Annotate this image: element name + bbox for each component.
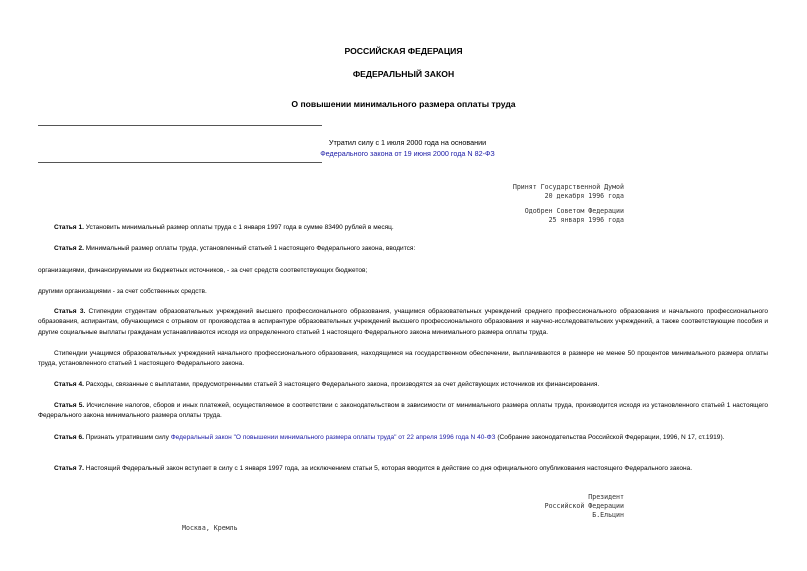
article-2-item-2: другими организациями - за счет собственных средств. <box>38 288 207 295</box>
repealed-law-link[interactable]: Федеральный закон "О повышении минимального размера оплаты труда" от 22 апреля 1996 года N 40-ФЗ <box>170 434 496 441</box>
signing-place: Москва, Кремль <box>182 524 238 532</box>
article-7 <box>38 464 768 474</box>
article-4 <box>38 380 768 390</box>
duma-adoption-date: 20 декабря 1996 года <box>544 191 624 200</box>
article-5 <box>38 401 768 422</box>
article-1-text: Установить минимальный размер оплаты труда с 1 января 1997 года в сумме 83490 рублей в месяц. <box>83 224 394 231</box>
doc-type-heading: ФЕДЕРАЛЬНЫЙ ЗАКОН <box>352 69 455 79</box>
country-heading: РОССИЙСКАЯ ФЕДЕРАЦИЯ <box>344 46 463 56</box>
article-6 <box>38 433 768 443</box>
article-7-label: Статья 7. <box>54 465 84 472</box>
repeal-notice <box>230 137 585 159</box>
signature-name: Б.Ельцин <box>592 511 624 520</box>
article-2-item-1: организациями, финансируемыми из бюджетных источников, - за счет средств соответствующих бюджетов; <box>38 267 368 274</box>
article-1 <box>38 223 768 233</box>
article-6-text-pre: Признать утратившим силу <box>83 434 171 441</box>
law-title: О повышении минимального размера оплаты труда <box>291 99 516 109</box>
article-6-text-post: (Собрание законодательства Российской Федерации, 1996, N 17, ст.1919). <box>495 434 725 441</box>
article-3 <box>38 307 768 338</box>
article-4-text: Расходы, связанные с выплатами, предусмотренными статьей 3 настоящего Федерального закона, производятся за счет действующих источников их финансирования. <box>83 381 600 388</box>
duma-adoption <box>513 183 624 200</box>
divider-top <box>38 125 322 126</box>
repeal-law-link[interactable]: Федерального закона от 19 июня 2000 года N 82-ФЗ <box>320 149 495 158</box>
council-approval-date: 25 января 1996 года <box>548 215 624 224</box>
article-2-text: Минимальный размер оплаты труда, установленный статьей 1 настоящего Федерального закона, вводится: <box>83 245 416 252</box>
duma-adoption-line1: Принят Государственной Думой <box>512 183 624 191</box>
article-2 <box>38 244 768 254</box>
council-approval-line1: Одобрен Советом Федерации <box>524 207 624 215</box>
article-4-label: Статья 4. <box>54 381 84 388</box>
signature-role-1: Президент <box>588 493 624 501</box>
article-5-label: Статья 5. <box>54 402 85 409</box>
divider-bottom <box>38 162 322 163</box>
article-6-label: Статья 6. <box>54 434 84 441</box>
article-5-text: Исчисление налогов, сборов и иных платежей, осуществляемое в соответствии с законодательством в зависимости от минимального размера оплаты труда, производится исходя из установленного статьей 1 настоящего Федерального закона минимального размера оплаты труда. <box>38 402 768 420</box>
article-1-label: Статья 1. <box>54 224 84 231</box>
signature-role-2: Российской Федерации <box>544 502 624 511</box>
article-7-text: Настоящий Федеральный закон вступает в силу с 1 января 1997 года, за исключением статьи 5, которая вводится в действие со дня официального опубликования настоящего Федерального закона. <box>83 465 693 472</box>
repeal-notice-text: Утратил силу с 1 июля 2000 года на основании <box>328 138 487 147</box>
council-approval <box>525 207 624 224</box>
article-2-label: Статья 2. <box>54 245 84 252</box>
article-3-paragraph-2: Стипендии учащимся образовательных учреждений начального профессионального образования, находящимся на государственном обеспечении, выплачиваются в размере не менее 50 процентов минимального размера оплаты труда, установленного статьей 1 настоящего Федерального закона. <box>38 350 768 368</box>
article-3-label: Статья 3. <box>54 308 86 315</box>
signature-block <box>545 493 624 521</box>
article-3-text: Стипендии студентам образовательных учреждений высшего профессионального образования, учащимся образовательных учреждений среднего профессионального образования и начального профессионального образования, аспирантам, обучающимся с отрывом от производства в аспирантуре образовательных учреждений высшего профессионального образования и научно-исследовательских учреждений, а также соответствующие пособия и другие социальные выплаты гражданам устанавливаются исходя из определенного статьей 1 настоящего Федерального закона минимального размера оплаты труда. <box>38 308 769 336</box>
